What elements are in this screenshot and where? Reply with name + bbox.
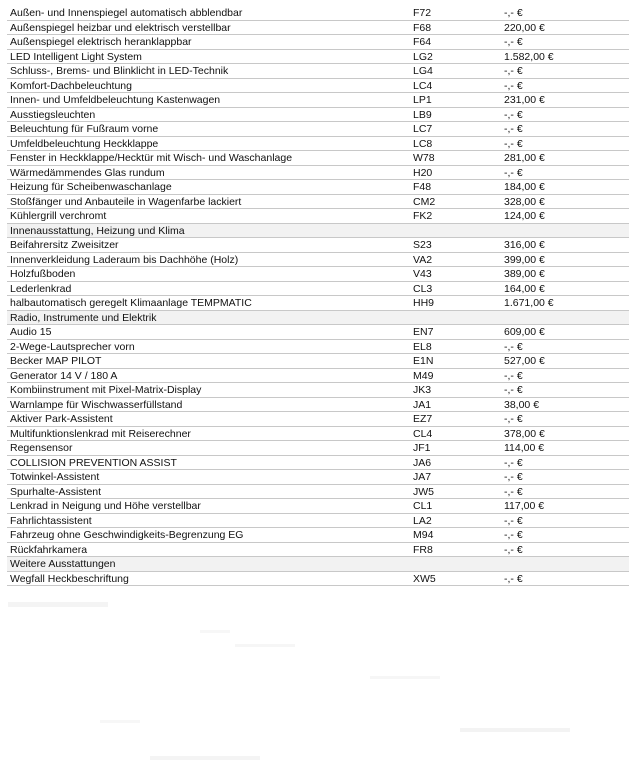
option-price: -,- € (504, 108, 523, 121)
option-name: Schluss-, Brems- und Blinklicht in LED-Technik (10, 65, 229, 77)
option-price: 114,00 € (504, 442, 545, 454)
option-code: JF1 (413, 442, 431, 454)
section-header-row (7, 224, 629, 239)
option-name: Lederlenkrad (10, 282, 72, 295)
option-code: EZ7 (413, 413, 433, 425)
faded-line (460, 728, 570, 732)
table-row (7, 35, 629, 50)
option-name: Radio, Instrumente und Elektrik (10, 311, 157, 324)
table-row (7, 267, 629, 282)
faded-line (150, 756, 260, 760)
option-name: Audio 15 (10, 326, 52, 338)
faded-line (100, 720, 140, 723)
table-row (7, 108, 629, 123)
table-row (7, 398, 629, 413)
option-name: Wärmedämmendes Glas rundum (10, 166, 165, 179)
table-row (7, 470, 629, 485)
option-code: M94 (413, 529, 434, 541)
option-price: -,- € (504, 384, 523, 396)
table-row (7, 383, 629, 398)
option-price: 124,00 € (504, 210, 545, 222)
option-price: 38,00 € (504, 398, 540, 411)
option-name: Warnlampe für Wischwasserfüllstand (10, 398, 183, 411)
option-name: Totwinkel-Assistent (10, 471, 100, 483)
option-code: E1N (413, 355, 434, 367)
table-row (7, 543, 629, 558)
option-code: LC8 (413, 137, 433, 150)
option-name: Fenster in Heckklappe/Hecktür mit Wisch- und Waschanlage (10, 152, 293, 164)
option-name: Fahrzeug ohne Geschwindigkeits-Begrenzung EG (10, 529, 244, 541)
option-code: CL3 (413, 282, 433, 295)
option-code: LP1 (413, 94, 432, 106)
option-code: F64 (413, 36, 432, 48)
option-price: 220,00 € (504, 21, 545, 34)
option-name: 2-Wege-Lautsprecher vorn (10, 340, 135, 353)
option-price: -,- € (504, 7, 523, 19)
table-row (7, 209, 629, 224)
table-row (7, 238, 629, 253)
option-price: 117,00 € (504, 500, 545, 512)
option-code: VA2 (413, 253, 433, 266)
option-code: FR8 (413, 543, 433, 556)
option-code: H20 (413, 166, 433, 179)
table-row (7, 441, 629, 456)
option-price: 184,00 € (504, 181, 545, 193)
faded-line (370, 676, 440, 679)
table-row (7, 166, 629, 181)
table-row (7, 253, 629, 268)
option-price: 378,00 € (504, 427, 545, 440)
option-code: S23 (413, 239, 432, 251)
option-code: V43 (413, 268, 432, 280)
table-row (7, 354, 629, 369)
option-name: LED Intelligent Light System (10, 50, 142, 63)
option-name: Innen- und Umfeldbeleuchtung Kastenwagen (10, 94, 221, 106)
table-row (7, 21, 629, 36)
option-name: Innenverkleidung Laderaum bis Dachhöhe (Holz) (10, 253, 239, 266)
option-name: Rückfahrkamera (10, 543, 88, 556)
option-code: EL8 (413, 340, 432, 353)
option-code: JW5 (413, 485, 434, 498)
option-price: -,- € (504, 543, 523, 556)
option-name: Regensensor (10, 442, 73, 454)
option-price: -,- € (504, 137, 523, 150)
table-row (7, 64, 629, 79)
option-code: LA2 (413, 514, 432, 527)
option-price: -,- € (504, 413, 523, 425)
option-price: -,- € (504, 485, 523, 498)
option-name: Becker MAP PILOT (10, 355, 102, 367)
option-code: CL4 (413, 427, 433, 440)
table-row (7, 528, 629, 543)
option-code: HH9 (413, 297, 435, 309)
option-price: 281,00 € (504, 152, 545, 164)
option-price: 399,00 € (504, 253, 545, 266)
option-price: -,- € (504, 456, 523, 469)
table-row (7, 296, 629, 311)
table-row (7, 180, 629, 195)
option-name: Außen- und Innenspiegel automatisch abblendbar (10, 7, 243, 19)
option-name: Beleuchtung für Fußraum vorne (10, 123, 159, 135)
option-code: LC7 (413, 123, 433, 135)
table-row (7, 93, 629, 108)
table-row (7, 412, 629, 427)
option-code: F48 (413, 181, 432, 193)
option-price: -,- € (504, 340, 523, 353)
option-code: JA6 (413, 456, 432, 469)
faded-line (200, 630, 230, 633)
option-price: -,- € (504, 79, 523, 92)
option-name: Weitere Ausstattungen (10, 558, 116, 570)
section-header-row (7, 557, 629, 572)
equipment-table (7, 6, 629, 586)
option-price: 316,00 € (504, 239, 545, 251)
option-code: JA7 (413, 471, 432, 483)
option-price: -,- € (504, 166, 523, 179)
option-name: Komfort-Dachbeleuchtung (10, 79, 132, 92)
option-name: Generator 14 V / 180 A (10, 369, 118, 382)
option-code: XW5 (413, 572, 436, 585)
option-price: 164,00 € (504, 282, 545, 295)
option-price: 389,00 € (504, 268, 545, 280)
option-price: 328,00 € (504, 195, 545, 208)
option-name: Umfeldbeleuchtung Heckklappe (10, 137, 159, 150)
option-name: Beifahrersitz Zweisitzer (10, 239, 119, 251)
table-row (7, 427, 629, 442)
option-code: EN7 (413, 326, 434, 338)
faded-line (8, 602, 108, 607)
option-name: Wegfall Heckbeschriftung (10, 572, 129, 585)
option-price: 1.582,00 € (504, 50, 554, 63)
table-row (7, 325, 629, 340)
table-row (7, 514, 629, 529)
option-code: W78 (413, 152, 435, 164)
table-row (7, 79, 629, 94)
option-price: 527,00 € (504, 355, 545, 367)
option-code: JA1 (413, 398, 432, 411)
option-price: 609,00 € (504, 326, 545, 338)
option-name: Außenspiegel heizbar und elektrisch verstellbar (10, 21, 231, 34)
option-code: CL1 (413, 500, 433, 512)
option-price: -,- € (504, 572, 523, 585)
option-name: Ausstiegsleuchten (10, 108, 96, 121)
option-price: 231,00 € (504, 94, 545, 106)
option-code: F72 (413, 7, 432, 19)
option-price: -,- € (504, 65, 523, 77)
faded-footer-area (0, 590, 638, 768)
option-name: Fahrlichtassistent (10, 514, 92, 527)
table-row (7, 6, 629, 21)
option-name: Spurhalte-Assistent (10, 485, 102, 498)
option-name: halbautomatisch geregelt Klimaanlage TEMPMATIC (10, 297, 252, 309)
faded-footer-marks (0, 590, 638, 768)
option-code: M49 (413, 369, 434, 382)
option-code: JK3 (413, 384, 432, 396)
option-name: Innenausstattung, Heizung und Klima (10, 224, 185, 237)
option-price: -,- € (504, 514, 523, 527)
table-row (7, 151, 629, 166)
option-name: Stoßfänger und Anbauteile in Wagenfarbe lackiert (10, 195, 242, 208)
table-row (7, 456, 629, 471)
table-row (7, 340, 629, 355)
table-row (7, 572, 629, 587)
option-code: LC4 (413, 79, 433, 92)
option-price: -,- € (504, 471, 523, 483)
option-price: 1.671,00 € (504, 297, 554, 309)
table-row (7, 499, 629, 514)
table-row (7, 369, 629, 384)
option-code: LG4 (413, 65, 433, 77)
option-price: -,- € (504, 529, 523, 541)
table-row (7, 50, 629, 65)
table-row (7, 137, 629, 152)
option-price: -,- € (504, 123, 523, 135)
option-name: Lenkrad in Neigung und Höhe verstellbar (10, 500, 201, 512)
option-name: Heizung für Scheibenwaschanlage (10, 181, 172, 193)
option-name: Multifunktionslenkrad mit Reiserechner (10, 427, 191, 440)
faded-line (235, 644, 295, 647)
option-name: Kombiinstrument mit Pixel-Matrix-Display (10, 384, 202, 396)
option-name: Außenspiegel elektrisch heranklappbar (10, 36, 192, 48)
option-code: CM2 (413, 195, 436, 208)
table-row (7, 282, 629, 297)
option-code: FK2 (413, 210, 433, 222)
option-name: Aktiver Park-Assistent (10, 413, 113, 425)
option-code: F68 (413, 21, 432, 34)
option-name: COLLISION PREVENTION ASSIST (10, 456, 177, 469)
option-name: Kühlergrill verchromt (10, 210, 107, 222)
option-price: -,- € (504, 36, 523, 48)
option-price: -,- € (504, 369, 523, 382)
section-header-row (7, 311, 629, 326)
table-row (7, 195, 629, 210)
option-code: LB9 (413, 108, 432, 121)
option-name: Holzfußboden (10, 268, 76, 280)
table-row (7, 485, 629, 500)
option-code: LG2 (413, 50, 433, 63)
table-row (7, 122, 629, 137)
